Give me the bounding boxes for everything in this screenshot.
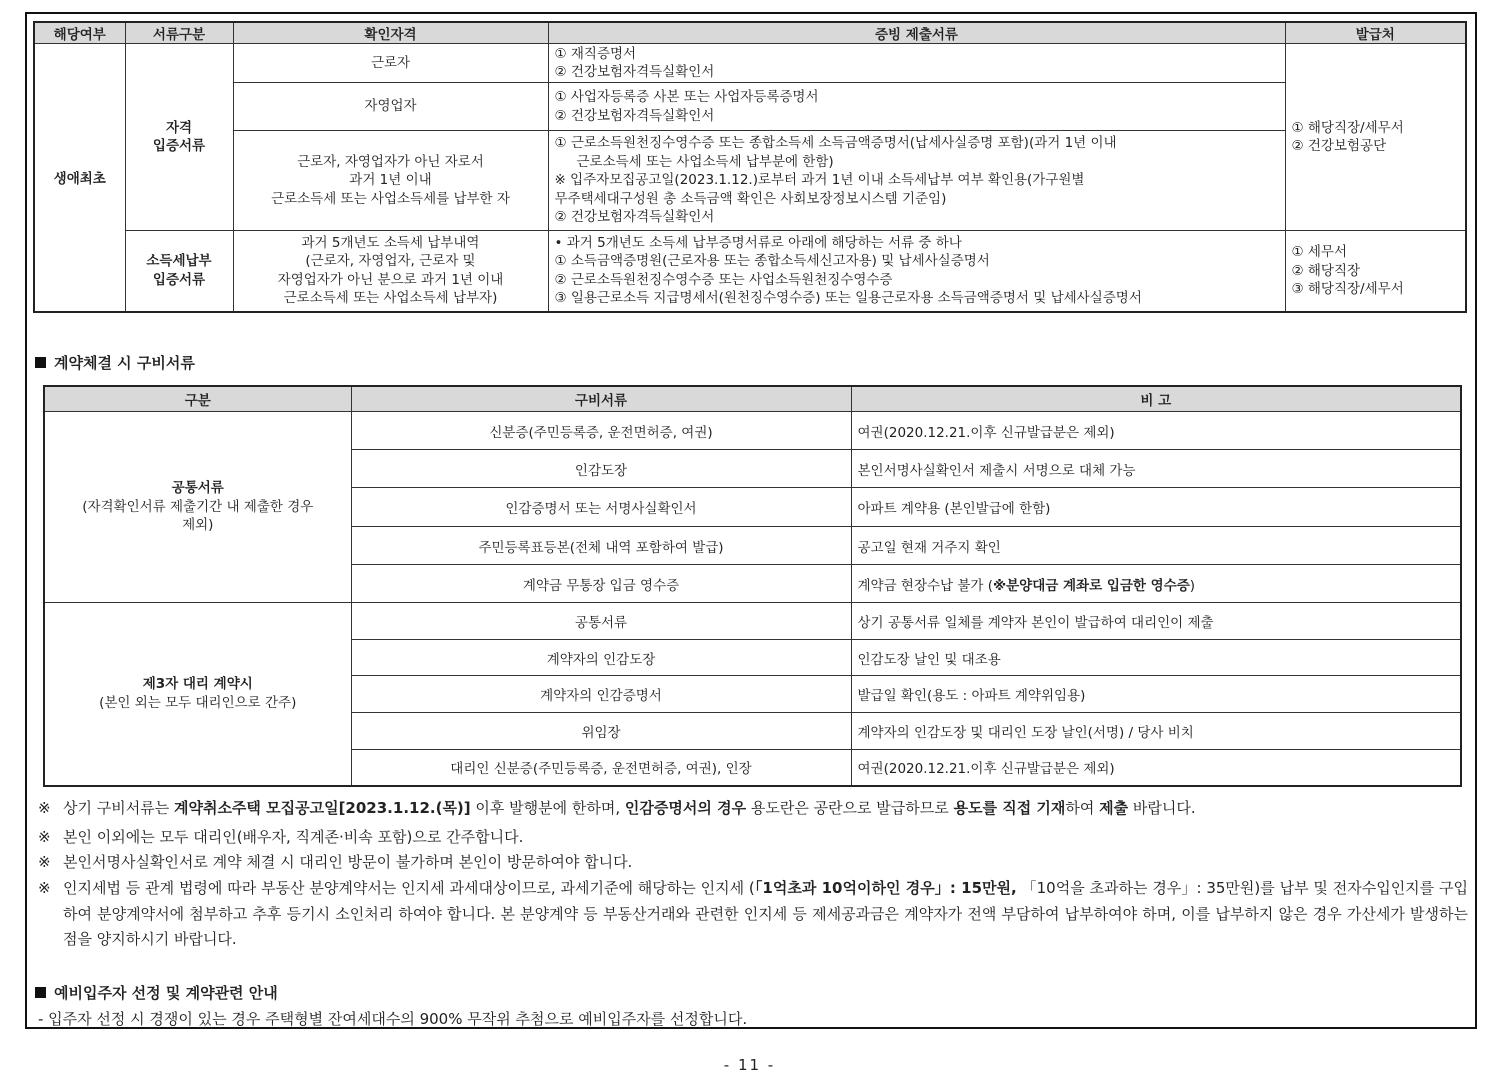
remark-cell: 공고일 현재 거주지 확인: [851, 527, 1461, 565]
column-header: 구비서류: [351, 386, 851, 412]
section-heading-contract-docs: 계약체결 시 구비서류: [35, 352, 195, 373]
documents-cell: • 과거 5개년도 소득세 납부증명서류로 아래에 해당하는 서류 중 하나 ① 소득금액증명원(근로자용 또는 종합소득세신고자용) 및 납세사실증명서 ② 근로소득원천징수영수증 또는 사업소득원천징수영수증 ③ 일용근로소득 지급명세서(원천징수영수증) 또는 일용근로자용 소득금액증명서 및 납세사실증명서: [548, 231, 1285, 312]
contract-documents-table: [43, 385, 1462, 787]
documents-cell: ① 사업자등록증 사본 또는 사업자등록증명서 ② 건강보험자격득실확인서: [548, 83, 1285, 131]
table-row: [44, 603, 1461, 640]
remark-cell: 계약자의 인감도장 및 대리인 도장 날인(서명) / 당사 비치: [851, 713, 1461, 750]
required-doc-cell: 공통서류: [351, 603, 851, 640]
column-header: 증빙 제출서류: [548, 22, 1285, 44]
doc-group-label: 자격 입증서류: [125, 44, 233, 231]
category-cell: 생애최초: [34, 44, 125, 312]
square-bullet-icon: [35, 357, 46, 368]
reference-mark-icon: ※: [38, 828, 51, 846]
qualification-cell: 근로자, 자영업자가 아닌 자로서 과거 1년 이내 근로소득세 또는 사업소득세를 납부한 자: [233, 131, 548, 231]
remark-cell: 본인서명사실확인서 제출시 서명으로 대체 가능: [851, 450, 1461, 488]
required-doc-cell: 신분증(주민등록증, 운전면허증, 여권): [351, 412, 851, 450]
note-item: ※ 본인서명사실확인서로 계약 체결 시 대리인 방문이 불가하며 본인이 방문하여야 합니다.: [38, 850, 1468, 876]
required-doc-cell: 계약자의 인감도장: [351, 640, 851, 676]
remark-cell: 계약금 현장수납 불가 (※분양대금 계좌로 입금한 영수증): [851, 565, 1461, 603]
required-doc-cell: 계약금 무통장 입금 영수증: [351, 565, 851, 603]
reference-mark-icon: ※: [38, 853, 51, 871]
reference-mark-icon: ※: [38, 799, 51, 817]
square-bullet-icon: [35, 987, 46, 998]
table-row: [44, 412, 1461, 450]
documents-cell: ① 재직증명서 ② 건강보험자격득실확인서: [548, 44, 1285, 83]
required-doc-cell: 위임장: [351, 713, 851, 750]
page-number: - 11 -: [723, 1056, 776, 1074]
section-heading-waitlist: 예비입주자 선정 및 계약관련 안내: [35, 982, 278, 1003]
waitlist-description: - 입주자 선정 시 경쟁이 있는 경우 주택형별 잔여세대수의 900% 무작위 추첨으로 예비입주자를 선정합니다.: [38, 1010, 748, 1028]
required-doc-cell: 인감증명서 또는 서명사실확인서: [351, 488, 851, 527]
required-doc-cell: 계약자의 인감증명서: [351, 676, 851, 713]
table-row: [34, 44, 1466, 83]
remark-cell: 여권(2020.12.21.이후 신규발급분은 제외): [851, 412, 1461, 450]
table-row: [34, 231, 1466, 312]
required-doc-cell: 대리인 신분증(주민등록증, 운전면허증, 여권), 인장: [351, 750, 851, 786]
note-item: ※ 인지세법 등 관계 법령에 따라 부동산 분양계약서는 인지세 과세대상이므로, 과세기준에 해당하는 인지세 (「1억초과 10억이하인 경우」: 15만원, 「10억을 초과하는 경우」: 35만원)를 납부 및 전자수입인지를 구입하여 분양계약서에 첨부하고 추후 등기시 소인처리 하여야 합니다. 본 분양계약 등 부동산거래와 관련한 인지세 등 제세공과금은 계약자가 전액 부담하여 납부하여야 하며, 이를 납부하지 않은 경우 가산세가 발생하는 점을 양지하시기 바랍니다.: [38, 876, 1468, 953]
qualification-cell: 과거 5개년도 소득세 납부내역 (근로자, 자영업자, 근로자 및 자영업자가 아닌 분으로 과거 1년 이내 근로소득세 또는 사업소득세 납부자): [233, 231, 548, 312]
remark-cell: 여권(2020.12.21.이후 신규발급분은 제외): [851, 750, 1461, 786]
reference-mark-icon: ※: [38, 879, 51, 897]
table-header-row: [44, 386, 1461, 412]
documents-cell: ① 근로소득원천징수영수증 또는 종합소득세 소득금액증명서(납세사실증명 포함)(과거 1년 이내 근로소득세 또는 사업소득세 납부분에 한함) ※ 입주자모집공고일(2023.1.12.)로부터 과거 1년 이내 소득세납부 여부 확인용(가구원별 무주택세대구성원 총 소득금액 확인은 사회보장정보시스템 기준임) ② 건강보험자격득실확인서: [548, 131, 1285, 231]
group-label-common: 공통서류 (자격확인서류 제출기간 내 제출한 경우 제외): [44, 412, 351, 603]
group-label-proxy: 제3자 대리 계약시 (본인 외는 모두 대리인으로 간주): [44, 603, 351, 786]
column-header: 비 고: [851, 386, 1461, 412]
note-item: ※ 본인 이외에는 모두 대리인(배우자, 직계존·비속 포함)으로 간주합니다.: [38, 825, 1468, 851]
eligibility-documents-table: [33, 21, 1467, 313]
table-row: [34, 83, 1466, 131]
remark-cell: 상기 공통서류 일체를 계약자 본인이 발급하여 대리인이 제출: [851, 603, 1461, 640]
issuer-cell: ① 해당직장/세무서 ② 건강보험공단: [1285, 44, 1466, 231]
issuer-cell: ① 세무서 ② 해당직장 ③ 해당직장/세무서: [1285, 231, 1466, 312]
table-header-row: [34, 22, 1466, 44]
column-header: 서류구분: [125, 22, 233, 44]
qualification-cell: 자영업자: [233, 83, 548, 131]
column-header: 해당여부: [34, 22, 125, 44]
remark-cell: 인감도장 날인 및 대조용: [851, 640, 1461, 676]
column-header: 구분: [44, 386, 351, 412]
column-header: 확인자격: [233, 22, 548, 44]
column-header: 발급처: [1285, 22, 1466, 44]
required-doc-cell: 인감도장: [351, 450, 851, 488]
note-item: ※ 상기 구비서류는 계약취소주택 모집공고일[2023.1.12.(목)] 이후 발행분에 한하며, 인감증명서의 경우 용도란은 공란으로 발급하므로 용도를 직접 기재하여 제출 바랍니다.: [38, 796, 1468, 822]
remark-cell: 발급일 확인(용도 : 아파트 계약위임용): [851, 676, 1461, 713]
doc-group-label: 소득세납부 입증서류: [125, 231, 233, 312]
qualification-cell: 근로자: [233, 44, 548, 83]
required-doc-cell: 주민등록표등본(전체 내역 포함하여 발급): [351, 527, 851, 565]
table-row: [34, 131, 1466, 231]
remark-cell: 아파트 계약용 (본인발급에 한함): [851, 488, 1461, 527]
